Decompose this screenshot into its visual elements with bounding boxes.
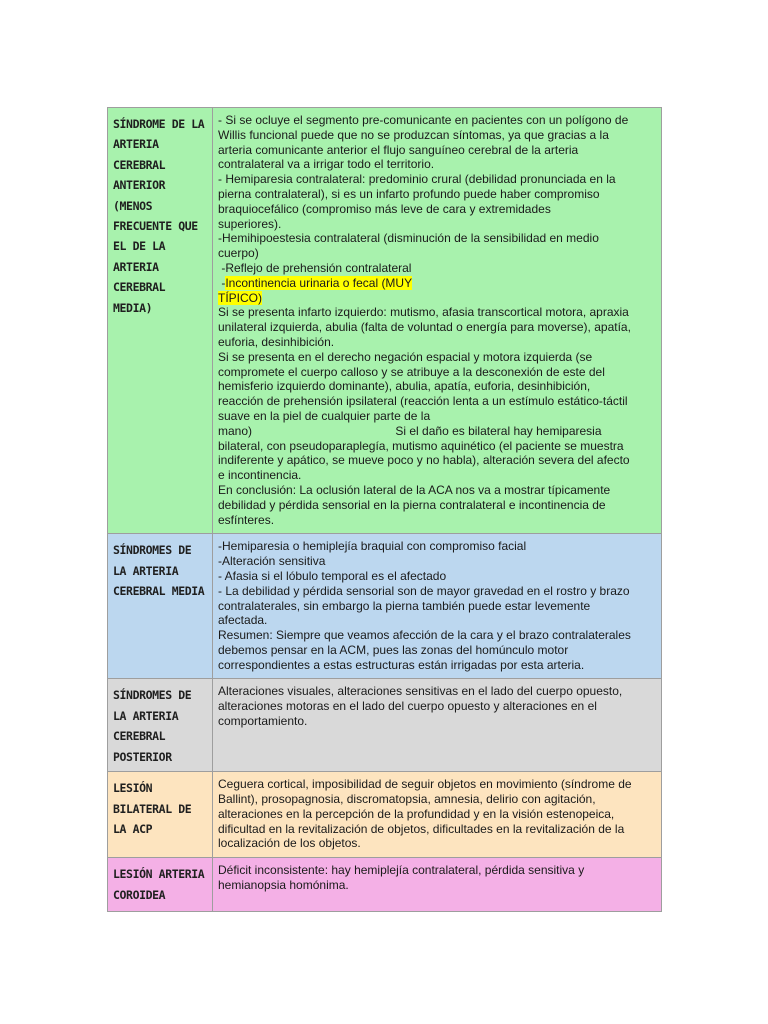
- text-line: correspondientes a estas estructuras están irrigadas por esta arteria.: [218, 657, 585, 672]
- text-line: comportamiento.: [218, 714, 308, 729]
- table-row: [108, 772, 662, 858]
- text-line: - Hemiparesia contralateral: predominio crural (debilidad pronunciada en la: [218, 172, 616, 187]
- text-line: Ceguera cortical, imposibilidad de seguir objetos en movimiento (síndrome de: [218, 777, 632, 792]
- table-row: [108, 858, 662, 912]
- text-line: Si se presenta infarto izquierdo: mutismo, afasia transcortical motora, apraxia: [218, 305, 629, 320]
- text-line: contralateral va a irrigar todo el territorio.: [218, 157, 435, 172]
- table-row: [108, 534, 662, 679]
- syndrome-name: SÍNDROMES DE LA ARTERIA CEREBRAL MEDIA: [108, 534, 213, 679]
- text-line: -Hemiparesia o hemiplejía braquial con compromiso facial: [218, 539, 527, 554]
- text-line: mano) Si el daño es bilateral hay hemiparesia: [218, 423, 602, 438]
- text-line: Alteraciones visuales, alteraciones sensitivas en el lado del cuerpo opuesto,: [218, 684, 623, 699]
- text-line: -Hemihipoestesia contralateral (disminución de la sensibilidad en medio: [218, 231, 599, 246]
- syndrome-name: LESIÓN BILATERAL DE LA ACP: [108, 772, 213, 858]
- text-line: hemisferio izquierdo dominante), abulia, apatía, euforia, desinhibición,: [218, 379, 591, 394]
- text-line: unilateral izquierda, abulia (falta de voluntad o energía para moverse), apatía,: [218, 320, 631, 335]
- text-line: compromete el cuerpo calloso y se atribuye a la desconexión de este del: [218, 364, 605, 379]
- highlight-line: [218, 276, 657, 291]
- highlighted-text: Incontinencia urinaria o fecal (MUY: [225, 275, 413, 290]
- text-line: afectada.: [218, 613, 268, 628]
- text-line: indiferente y apático, se mueve poco y no habla), alteración severa del afecto: [218, 453, 630, 468]
- text-line: localización de los objetos.: [218, 836, 361, 851]
- syndrome-description: [213, 108, 662, 534]
- highlighted-text: TÍPICO): [218, 290, 262, 305]
- text-line: reacción de prehensión ipsilateral (reacción lenta a un estímulo estático-táctil: [218, 394, 628, 409]
- text-line: debemos pensar en la ACM, pues las zonas del homúnculo motor: [218, 642, 569, 657]
- text-line: bilateral, con pseudoparaplegía, mutismo aquinético (el paciente se muestra: [218, 438, 624, 453]
- text-line: alteraciones motoras en el lado del cuerpo opuesto y alteraciones en el: [218, 699, 597, 714]
- text-line: - Afasia si el lóbulo temporal es el afectado: [218, 568, 447, 583]
- table-row: [108, 108, 662, 534]
- text-line: Ballint), prosopagnosia, discromatopsia, amnesia, delirio con agitación,: [218, 791, 596, 806]
- text-line: Déficit inconsistente: hay hemiplejía contralateral, pérdida sensitiva y: [218, 863, 585, 878]
- text-line: euforia, desinhibición.: [218, 334, 335, 349]
- text-line: pierna contralateral), si es un infarto profundo puede haber compromiso: [218, 186, 600, 201]
- text-line: hemianopsia homónima.: [218, 877, 349, 892]
- syndrome-description: [213, 534, 662, 679]
- text-line: Resumen: Siempre que veamos afección de la cara y el brazo contralaterales: [218, 628, 631, 643]
- text-line: e incontinencia.: [218, 468, 302, 483]
- text-line: suave en la piel de cualquier parte de la: [218, 408, 431, 423]
- text-line: - La debilidad y pérdida sensorial son de mayor gravedad en el rostro y brazo: [218, 583, 630, 598]
- text-line: contralaterales, sin embargo la pierna también puede estar levemente: [218, 598, 591, 613]
- text-line: En conclusión: La oclusión lateral de la ACA nos va a mostrar típicamente: [218, 482, 611, 497]
- text-line: -Reflejo de prehensión contralateral: [218, 260, 412, 275]
- text-line: superiores).: [218, 216, 282, 231]
- text-line: - Si se ocluye el segmento pre-comunicante en pacientes con un polígono de: [218, 113, 629, 127]
- syndrome-description: [213, 679, 662, 772]
- text-line: alteraciones en la percepción de la profundidad y en la visión estenopeica,: [218, 806, 615, 821]
- text-line: Si se presenta en el derecho negación espacial y motora izquierda (se: [218, 349, 593, 364]
- syndrome-name: SÍNDROME DE LA ARTERIA CEREBRAL ANTERIOR (MENOS FRECUENTE QUE EL DE LA ARTERIA CEREBRAL MEDIA): [108, 108, 213, 534]
- text-line: debilidad y pérdida sensorial en la pierna contralateral e incontinencia de: [218, 497, 606, 512]
- syndrome-name: SÍNDROMES DE LA ARTERIA CEREBRAL POSTERIOR: [108, 679, 213, 772]
- syndrome-table: [107, 107, 662, 912]
- highlight-line: [218, 291, 657, 306]
- text-line: Willis funcional puede que no se produzcan síntomas, ya que gracias a la: [218, 127, 609, 142]
- table-row: [108, 679, 662, 772]
- text-line: braquiocefálico (compromiso más leve de cara y extremidades: [218, 201, 551, 216]
- syndrome-description: [213, 772, 662, 858]
- text-line: esfínteres.: [218, 512, 275, 527]
- text-line: -Alteración sensitiva: [218, 554, 326, 569]
- text-line: arteria comunicante anterior el flujo sanguíneo cerebral de la arteria: [218, 142, 579, 157]
- syndrome-name: LESIÓN ARTERIA COROIDEA: [108, 858, 213, 912]
- text-fragment: -: [218, 275, 226, 290]
- syndrome-description: [213, 858, 662, 912]
- text-line: dificultad en la revitalización de objetos, dificultades en la revitalización de la: [218, 821, 625, 836]
- text-line: cuerpo): [218, 246, 259, 261]
